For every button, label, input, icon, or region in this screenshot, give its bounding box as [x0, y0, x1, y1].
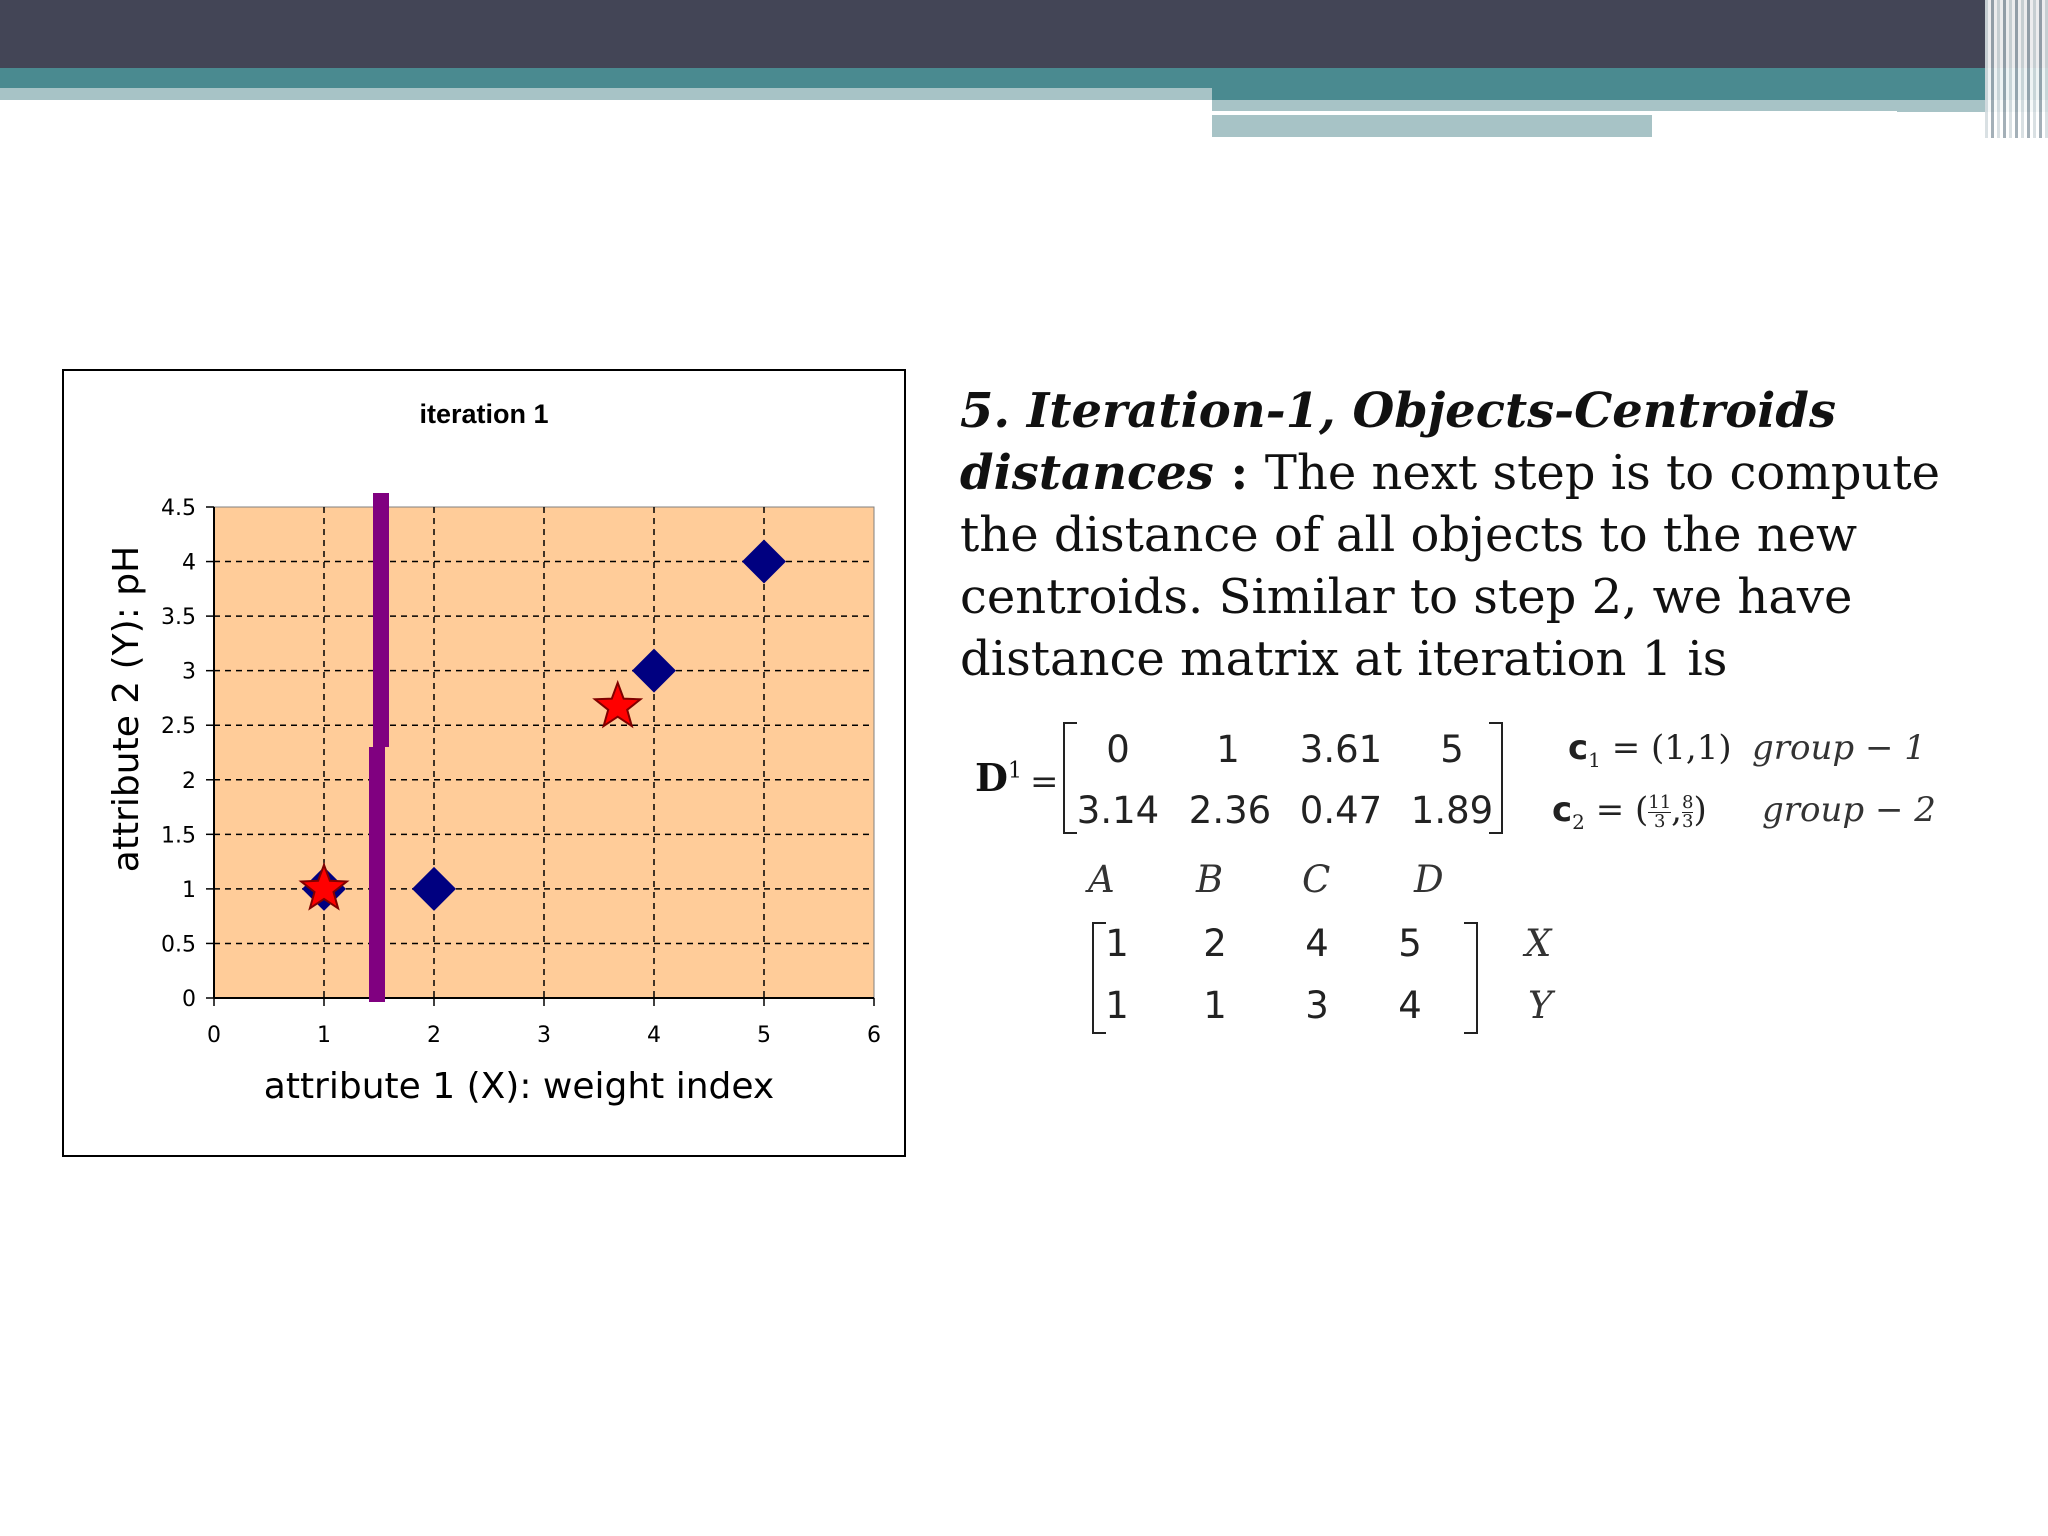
matrix-cell: 0	[1106, 728, 1130, 771]
y-tick-label: 4.5	[161, 496, 196, 521]
slide-heading: 5. Iteration-1, Objects-Centroids distances	[960, 383, 1836, 501]
x-tick-label: 4	[647, 1023, 661, 1048]
coord-cell: 1	[1105, 922, 1129, 965]
chart-frame	[62, 369, 906, 1157]
coord-label-x: X	[1525, 922, 1552, 965]
x-axis-label: attribute 1 (X): weight index	[263, 1066, 775, 1107]
y-tick-label: 0	[182, 987, 196, 1012]
matrix-equals: =	[1030, 762, 1059, 802]
coord-cell: 1	[1105, 984, 1129, 1027]
matrix-cell: 3.61	[1299, 728, 1383, 771]
matrix-cell: 0.47	[1299, 789, 1383, 832]
y-tick-label: 3	[182, 659, 196, 685]
header-bar-light	[0, 88, 1212, 100]
coord-cell: 4	[1305, 922, 1329, 965]
matrix-cell: 3.14	[1076, 789, 1160, 832]
coord-cell: 3	[1305, 984, 1329, 1027]
centroid-2-group: group − 2	[1762, 790, 1936, 830]
header-bar-light-short	[1212, 115, 1652, 137]
chart-title: iteration 1	[419, 399, 549, 429]
centroid-1-group: group − 1	[1752, 728, 1926, 768]
matrix-cell: 2.36	[1188, 789, 1272, 832]
coord-cell: 4	[1398, 984, 1422, 1027]
heading-separator: :	[1213, 445, 1265, 501]
coord-cell: 1	[1203, 984, 1227, 1027]
centroid-2: $c_2$ = ( $\frac{11}{3}$ , $\frac{8}{3}$ )	[1552, 790, 1707, 834]
header-bar-teal	[0, 68, 2048, 88]
y-tick-label: 4	[182, 550, 196, 576]
matrix-cell: 1.89	[1410, 789, 1494, 832]
x-tick-label: 2	[427, 1023, 441, 1048]
coord-cell: 5	[1398, 922, 1422, 965]
x-tick-label: 1	[317, 1023, 331, 1048]
y-tick-label: 1	[182, 877, 196, 903]
x-tick-label: 0	[207, 1023, 221, 1048]
y-axis-label: attribute 2 (Y): pH	[106, 545, 147, 873]
centroid-1: $c_1 = (1,1)$	[1568, 728, 1732, 772]
scatter-chart	[64, 371, 904, 1155]
matrix-cell: 1	[1216, 728, 1240, 771]
y-tick-label: 2	[182, 768, 196, 794]
coord-label-y: Y	[1528, 984, 1553, 1027]
x-tick-label: 3	[537, 1023, 551, 1048]
object-label: A	[1088, 858, 1115, 901]
x-tick-label: 5	[757, 1023, 771, 1048]
y-tick-label: 2.5	[161, 714, 196, 740]
object-label: C	[1302, 858, 1331, 901]
x-tick-label: 6	[867, 1023, 881, 1048]
coord-cell: 2	[1203, 922, 1227, 965]
y-tick-label: 1.5	[161, 823, 196, 849]
coord-bracket-right	[1464, 922, 1478, 1034]
slide-body: The next step is to compute the distance of all objects to the new centroids. Similar to step 2, we have distance matrix at iteration 1 is	[960, 445, 1941, 687]
y-tick-label: 0.5	[161, 932, 196, 958]
header-bar-dark	[0, 0, 2048, 68]
header-bar-teal-right	[1212, 88, 2048, 100]
header-stripes	[1985, 0, 2048, 138]
matrix-cell: 5	[1440, 728, 1464, 771]
object-label: D	[1414, 858, 1444, 901]
object-label: B	[1196, 858, 1224, 901]
y-tick-label: 3.5	[161, 605, 196, 631]
slide-body-text	[960, 380, 2020, 690]
matrix-label: $D^1$	[975, 755, 1022, 800]
